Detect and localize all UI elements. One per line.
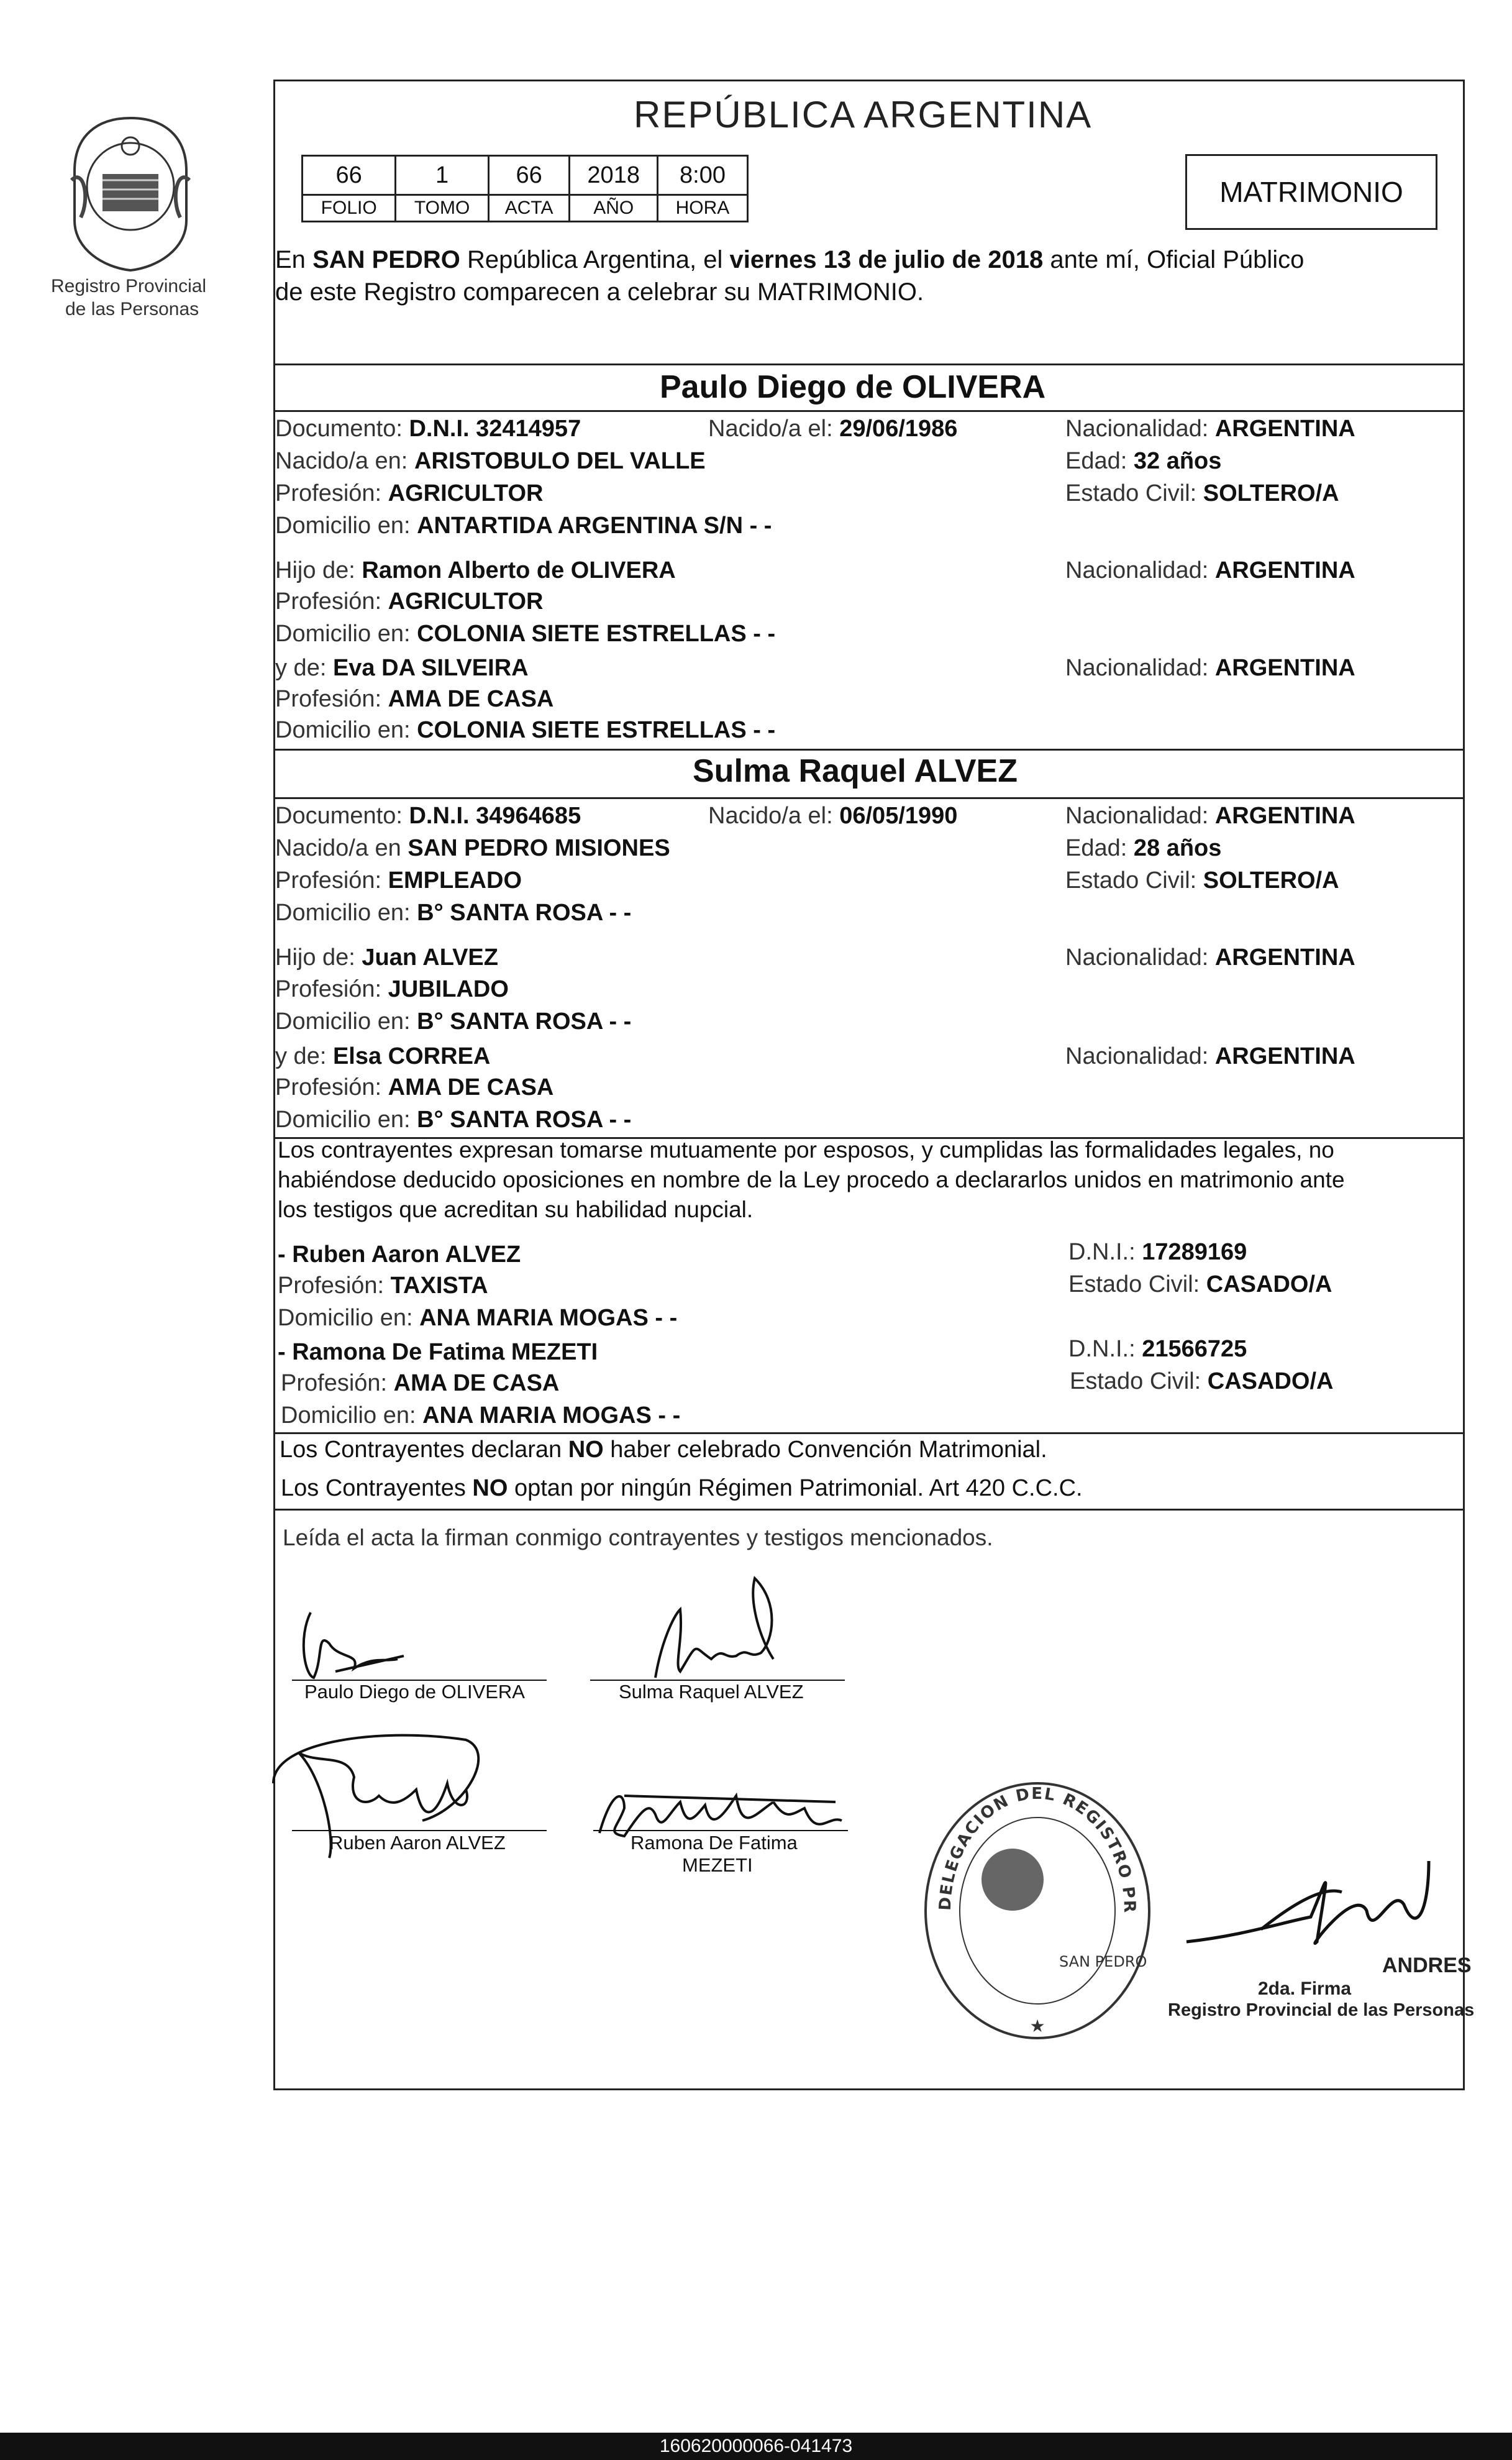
- signature-caption-spouse2: Sulma Raquel ALVEZ: [619, 1681, 804, 1703]
- closing-statement: Leída el acta la firman conmigo contrayentes y testigos mencionados.: [283, 1525, 993, 1550]
- witness2-address: Domicilio en: ANA MARIA MOGAS - -: [281, 1402, 681, 1429]
- signature-caption-witness1: Ruben Aaron ALVEZ: [329, 1832, 506, 1854]
- spouse1-mother-address: Domicilio en: COLONIA SIETE ESTRELLAS - -: [275, 717, 776, 743]
- spouse1-mother-nationality: Nacionalidad: ARGENTINA: [1065, 655, 1355, 681]
- anio-value: 2018: [570, 156, 658, 195]
- spouse2-birthdate: Nacido/a el: 06/05/1990: [708, 803, 958, 829]
- witness2-dni: D.N.I.: 21566725: [1068, 1336, 1247, 1362]
- stamp-center-text: SAN PEDRO: [1059, 1953, 1147, 1970]
- acta-label: ACTA: [488, 195, 570, 222]
- spouse2-father-nationality: Nacionalidad: ARGENTINA: [1065, 944, 1355, 971]
- official-title: 2da. Firma: [1258, 1978, 1352, 1999]
- divider: [273, 364, 1463, 365]
- spouse2-father-profession: Profesión: JUBILADO: [275, 976, 509, 1002]
- convention-statement: Los Contrayentes declaran NO haber celebrado Convención Matrimonial.: [280, 1437, 1047, 1463]
- hora-label: HORA: [657, 195, 747, 222]
- spouse2-mother-address: Domicilio en: B° SANTA ROSA - -: [275, 1107, 632, 1133]
- witness1-profession: Profesión: TAXISTA: [278, 1273, 488, 1299]
- registry-caption-line2: de las Personas: [65, 299, 199, 319]
- spouse2-age: Edad: 28 años: [1065, 835, 1222, 861]
- divider: [273, 797, 1463, 799]
- witness2-profession: Profesión: AMA DE CASA: [281, 1370, 560, 1396]
- tomo-value: 1: [396, 156, 488, 195]
- page-title: REPÚBLICA ARGENTINA: [634, 94, 1093, 135]
- spouse2-mother: y de: Elsa CORREA: [275, 1043, 491, 1069]
- spouse1-father-address: Domicilio en: COLONIA SIETE ESTRELLAS - -: [275, 621, 776, 647]
- spouse2-civil-status: Estado Civil: SOLTERO/A: [1065, 867, 1339, 894]
- divider: [273, 410, 1463, 412]
- spouse2-nationality: Nacionalidad: ARGENTINA: [1065, 803, 1355, 829]
- spouse1-mother: y de: Eva DA SILVEIRA: [275, 655, 529, 681]
- record-type-box: MATRIMONIO: [1185, 154, 1437, 230]
- spouse1-birthplace: Nacido/a en: ARISTOBULO DEL VALLE: [275, 448, 706, 474]
- spouse1-father-nationality: Nacionalidad: ARGENTINA: [1065, 557, 1355, 583]
- intro-line-2: de este Registro comparecen a celebrar su MATRIMONIO.: [275, 278, 924, 306]
- spouse1-father: Hijo de: Ramon Alberto de OLIVERA: [275, 557, 676, 583]
- spouse2-address: Domicilio en: B° SANTA ROSA - -: [275, 900, 632, 926]
- signature-caption-spouse1: Paulo Diego de OLIVERA: [304, 1681, 525, 1703]
- divider: [275, 1509, 1463, 1511]
- declaration-line-2: habiéndose deducido oposiciones en nombre de la Ley procedo a declararlos unidos en matrimonio ante: [278, 1167, 1345, 1192]
- stamp-ring-text: DELEGACION DEL REGISTRO PR: [936, 1784, 1139, 1914]
- official-registry: Registro Provincial de las Personas: [1168, 2000, 1475, 2020]
- intro-line-1: En SAN PEDRO República Argentina, el viernes 13 de julio de 2018 ante mí, Oficial Público: [275, 246, 1305, 273]
- witness1-civil-status: Estado Civil: CASADO/A: [1068, 1271, 1332, 1297]
- declaration-line-1: Los contrayentes expresan tomarse mutuamente por esposos, y cumplidas las formalidades legales, no: [278, 1137, 1334, 1163]
- spouse1-address: Domicilio en: ANTARTIDA ARGENTINA S/N - -: [275, 513, 772, 539]
- registry-stamp: [913, 1774, 1162, 2047]
- spouse1-nationality: Nacionalidad: ARGENTINA: [1065, 416, 1355, 442]
- spouse2-father: Hijo de: Juan ALVEZ: [275, 944, 498, 971]
- spouse1-age: Edad: 32 años: [1065, 448, 1222, 474]
- star-icon: ★: [1029, 2016, 1045, 2036]
- registry-logo: [59, 112, 202, 273]
- spouse2-father-address: Domicilio en: B° SANTA ROSA - -: [275, 1008, 632, 1035]
- tomo-label: TOMO: [396, 195, 488, 222]
- provincial-seal-icon: [59, 112, 202, 273]
- folio-label: FOLIO: [303, 195, 396, 222]
- witness1-address: Domicilio en: ANA MARIA MOGAS - -: [278, 1305, 678, 1331]
- divider: [275, 1432, 1463, 1434]
- witness1-name: - Ruben Aaron ALVEZ: [278, 1241, 521, 1268]
- spouse1-mother-profession: Profesión: AMA DE CASA: [275, 686, 554, 712]
- acta-value: 66: [488, 156, 570, 195]
- declaration-line-3: los testigos que acreditan su habilidad nupcial.: [278, 1197, 754, 1222]
- witness2-name: - Ramona De Fatima MEZETI: [278, 1339, 598, 1365]
- spouse1-birthdate: Nacido/a el: 29/06/1986: [708, 416, 958, 442]
- divider: [273, 749, 1463, 751]
- spouse2-birthplace: Nacido/a en SAN PEDRO MISIONES: [275, 835, 670, 861]
- signature-caption-witness2-line1: Ramona De Fatima: [631, 1832, 798, 1854]
- record-reference-table: [301, 155, 749, 222]
- signature-caption-witness2-line2: MEZETI: [682, 1854, 753, 1876]
- hora-value: 8:00: [657, 156, 747, 195]
- spouse1-civil-status: Estado Civil: SOLTERO/A: [1065, 480, 1339, 506]
- spouse1-document: Documento: D.N.I. 32414957: [275, 416, 581, 442]
- official-name-fragment: ANDRES: [1382, 1954, 1472, 1977]
- spouse2-mother-nationality: Nacionalidad: ARGENTINA: [1065, 1043, 1355, 1069]
- spouse2-document: Documento: D.N.I. 34964685: [275, 803, 581, 829]
- document-barcode-strip: 160620000066-041473: [0, 2433, 1512, 2460]
- signature-line: [292, 1830, 547, 1831]
- anio-label: AÑO: [570, 195, 658, 222]
- registry-caption-line1: Registro Provincial: [51, 276, 207, 296]
- spouse2-profession: Profesión: EMPLEADO: [275, 867, 522, 894]
- witness2-civil-status: Estado Civil: CASADO/A: [1070, 1368, 1334, 1394]
- spouse2-mother-profession: Profesión: AMA DE CASA: [275, 1074, 554, 1100]
- spouse1-profession: Profesión: AGRICULTOR: [275, 480, 544, 506]
- spouse1-name: Paulo Diego de OLIVERA: [660, 369, 1046, 405]
- folio-value: 66: [303, 156, 396, 195]
- patrimonial-regime-statement: Los Contrayentes NO optan por ningún Régimen Patrimonial. Art 420 C.C.C.: [281, 1475, 1083, 1501]
- signature-line: [593, 1830, 848, 1831]
- signature-sulma: [631, 1566, 804, 1690]
- spouse1-father-profession: Profesión: AGRICULTOR: [275, 588, 544, 615]
- spouse2-name: Sulma Raquel ALVEZ: [693, 753, 1018, 789]
- witness1-dni: D.N.I.: 17289169: [1068, 1239, 1247, 1265]
